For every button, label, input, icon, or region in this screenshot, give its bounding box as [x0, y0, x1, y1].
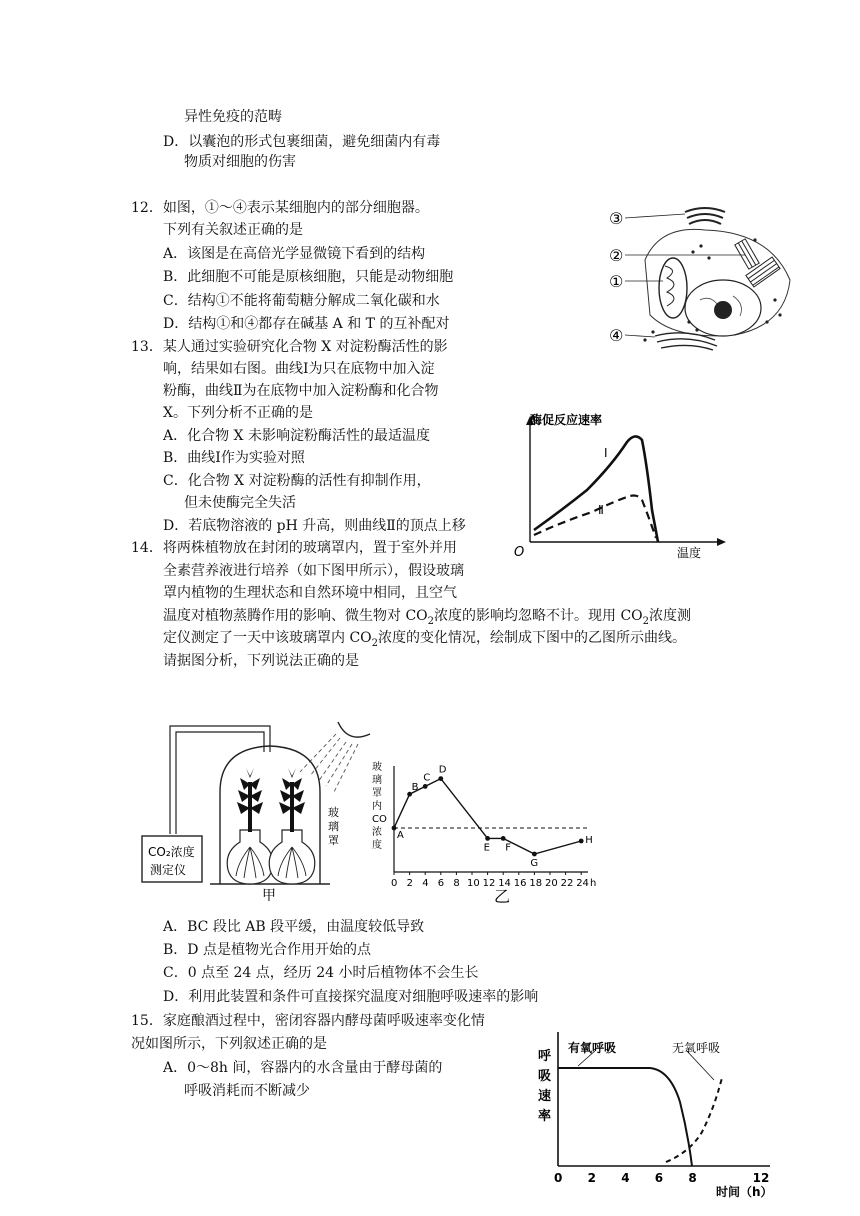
chart-ylabel: 酶促反应速率 — [530, 413, 603, 427]
q11-option-d-line1: D．以囊泡的形式包裹细菌，避免细菌内有毒 — [163, 134, 441, 150]
q12-option-a: A．该图是在高倍光学显微镜下看到的结构 — [163, 246, 426, 262]
x-tick-label: 10 — [467, 878, 480, 889]
y-axis-label-char: 率 — [538, 1109, 552, 1124]
data-point-E — [485, 836, 490, 841]
q15-option-a-line2: 呼吸消耗而不断减少 — [184, 1083, 310, 1099]
q14-option-b: B．D 点是植物光合作用开始的点 — [163, 942, 371, 958]
series-aerobic-label: 有氧呼吸 — [568, 1041, 617, 1055]
q14-stem-line2: 全素营养液进行培养（如下图甲所示），假设玻璃 — [163, 563, 464, 579]
q14-stem-line1: 14．将两株植物放在封闭的玻璃罩内，置于室外并用 — [131, 540, 457, 556]
y-axis-label-char: 浓 — [372, 827, 382, 838]
q11-continuation: 异性免疫的范畴 — [184, 109, 282, 125]
y-axis-label-char: 罩 — [372, 788, 382, 799]
q14-apparatus-figure — [140, 712, 380, 902]
x-tick-label: 4 — [422, 878, 429, 889]
data-point-label: C — [423, 772, 431, 784]
y-axis-label-char: 玻 — [372, 762, 382, 773]
data-point-label: G — [530, 858, 539, 869]
y-axis-label-char: 度 — [372, 840, 382, 851]
y-axis-label-char: CO — [372, 814, 387, 825]
x-tick-label: 0 — [554, 1171, 563, 1185]
q13-stem-line1: 13．某人通过实验研究化合物 X 对淀粉酶活性的影 — [131, 339, 448, 355]
q14-stem-line6: 请据图分析，下列说法正确的是 — [163, 653, 359, 669]
data-point-G — [532, 852, 537, 857]
q11-option-d-line2: 物质对细胞的伤害 — [184, 154, 296, 170]
chart-origin: O — [514, 545, 525, 560]
x-tick-label: 6 — [437, 878, 445, 889]
q12-stem-line1: 12．如图，①～④表示某细胞内的部分细胞器。 — [131, 200, 429, 216]
label-4: ④ — [609, 326, 624, 345]
q13-stem-line4: X。下列分析不正确的是 — [163, 405, 313, 421]
x-tick-label: 20 — [545, 878, 558, 889]
q13-option-d: D．若底物溶液的 pH 升高，则曲线Ⅱ的顶点上移 — [163, 518, 466, 534]
q12-option-d: D．结构①和④都存在碱基 A 和 T 的互补配对 — [163, 316, 450, 332]
q14-stem-line4: 温度对植物蒸腾作用的影响、微生物对 $CO_2$浓度的影响均忽略不计。现用 $CO_2$浓度测 — [163, 608, 692, 627]
q15-stem-line2: 况如图所示，下列叙述正确的是 — [131, 1036, 327, 1052]
q14-option-d: D．利用此装置和条件可直接探究温度对细胞呼吸速率的影响 — [163, 989, 539, 1005]
cover-label-2: 璃 — [328, 820, 339, 833]
x-tick-label: 14 — [498, 878, 511, 889]
device-label-line1: CO₂浓度 — [148, 845, 195, 859]
device-label-line2: 测定仪 — [150, 863, 187, 877]
data-point-C — [423, 784, 428, 789]
label-2: ② — [609, 246, 624, 265]
y-axis-label-char: 速 — [538, 1089, 552, 1104]
q13-option-c-line2: 但未使酶完全失活 — [184, 495, 296, 511]
y-axis-label-char: 璃 — [372, 775, 382, 786]
x-tick-label: 22 — [560, 878, 574, 889]
q13-stem-line2: 响，结果如右图。曲线Ⅰ为只在底物中加入淀 — [163, 361, 435, 377]
data-point-D — [438, 776, 443, 781]
q14-co2-chart — [368, 756, 600, 906]
q12-organelle-figure — [605, 200, 805, 350]
x-tick-label: 24 — [576, 878, 589, 889]
y-axis-label-char: 吸 — [538, 1069, 552, 1084]
q12-stem-line2: 下列有关叙述正确的是 — [163, 222, 303, 238]
data-point-H — [579, 839, 584, 844]
x-tick-label: 0 — [391, 878, 398, 889]
label-3: ③ — [609, 209, 624, 228]
data-point-label: F — [505, 842, 511, 854]
q14-option-a: A．BC 段比 AB 段平缓，由温度较低导致 — [163, 919, 425, 935]
chart-xlabel: 温度 — [677, 546, 702, 560]
q14-stem-line3: 罩内植物的生理状态和自然环境中相同，且空气 — [163, 585, 457, 601]
y-axis-label-char: 内 — [372, 801, 382, 812]
x-tick-label: 16 — [513, 878, 527, 889]
data-point-F — [501, 836, 506, 841]
cover-label-1: 玻 — [328, 806, 339, 819]
x-axis-unit: h — [590, 878, 597, 889]
q14-option-c: C．0 点至 24 点，经历 24 小时后植物体不会生长 — [163, 965, 479, 981]
cover-label-3: 罩 — [328, 834, 339, 847]
x-tick-label: 8 — [453, 878, 460, 889]
data-point-A — [392, 826, 397, 831]
x-tick-label: 18 — [529, 878, 543, 889]
q15-stem-line1: 15．家庭酿酒过程中，密闭容器内酵母菌呼吸速率变化情 — [131, 1013, 485, 1029]
curve-1-label: Ⅰ — [604, 446, 608, 460]
x-tick-label: 8 — [688, 1171, 697, 1185]
q13-option-c-line1: C．化合物 X 对淀粉酶的活性有抑制作用， — [163, 473, 431, 489]
series-anaerobic-label: 无氧呼吸 — [672, 1041, 721, 1055]
x-tick-label: 2 — [406, 878, 413, 889]
q12-option-c: C．结构①不能将葡萄糖分解成二氧化碳和水 — [163, 293, 440, 309]
data-point-label: E — [483, 842, 490, 854]
x-tick-label: 12 — [482, 878, 496, 889]
x-axis-label: 时间（h） — [716, 1185, 773, 1199]
data-point-label: H — [585, 835, 593, 846]
y-axis-label-char: 呼 — [538, 1049, 552, 1064]
q13-stem-line3: 粉酶，曲线Ⅱ为在底物中加入淀粉酶和化合物 — [163, 383, 439, 399]
data-point-label: A — [397, 830, 404, 841]
x-tick-label: 4 — [621, 1171, 630, 1185]
label-1: ① — [609, 272, 624, 291]
x-tick-label: 6 — [654, 1171, 664, 1185]
q14-stem-line5: 定仪测定了一天中该玻璃罩内 $CO_2$浓度的变化情况，绘制成下图中的乙图所示曲线。 — [163, 630, 687, 649]
figure-caption-yi: 乙 — [494, 887, 511, 906]
q15-option-a-line1: A．0～8h 间，容器内的水含量由于酵母菌的 — [163, 1060, 443, 1076]
q13-option-b: B．曲线Ⅰ作为实验对照 — [163, 450, 305, 466]
data-point-label: D — [438, 764, 447, 776]
x-tick-label: 2 — [587, 1171, 596, 1185]
x-tick-label: 12 — [752, 1171, 770, 1185]
q13-enzyme-chart — [512, 410, 732, 560]
q12-option-b: B．此细胞不可能是原核细胞，只能是动物细胞 — [163, 269, 454, 285]
figure-caption-jia: 甲 — [262, 888, 276, 904]
data-point-label: B — [411, 782, 419, 794]
q15-respiration-chart — [530, 1022, 790, 1200]
curve-2-label: Ⅱ — [598, 503, 604, 517]
q13-option-a: A．化合物 X 未影响淀粉酶活性的最适温度 — [163, 428, 430, 444]
